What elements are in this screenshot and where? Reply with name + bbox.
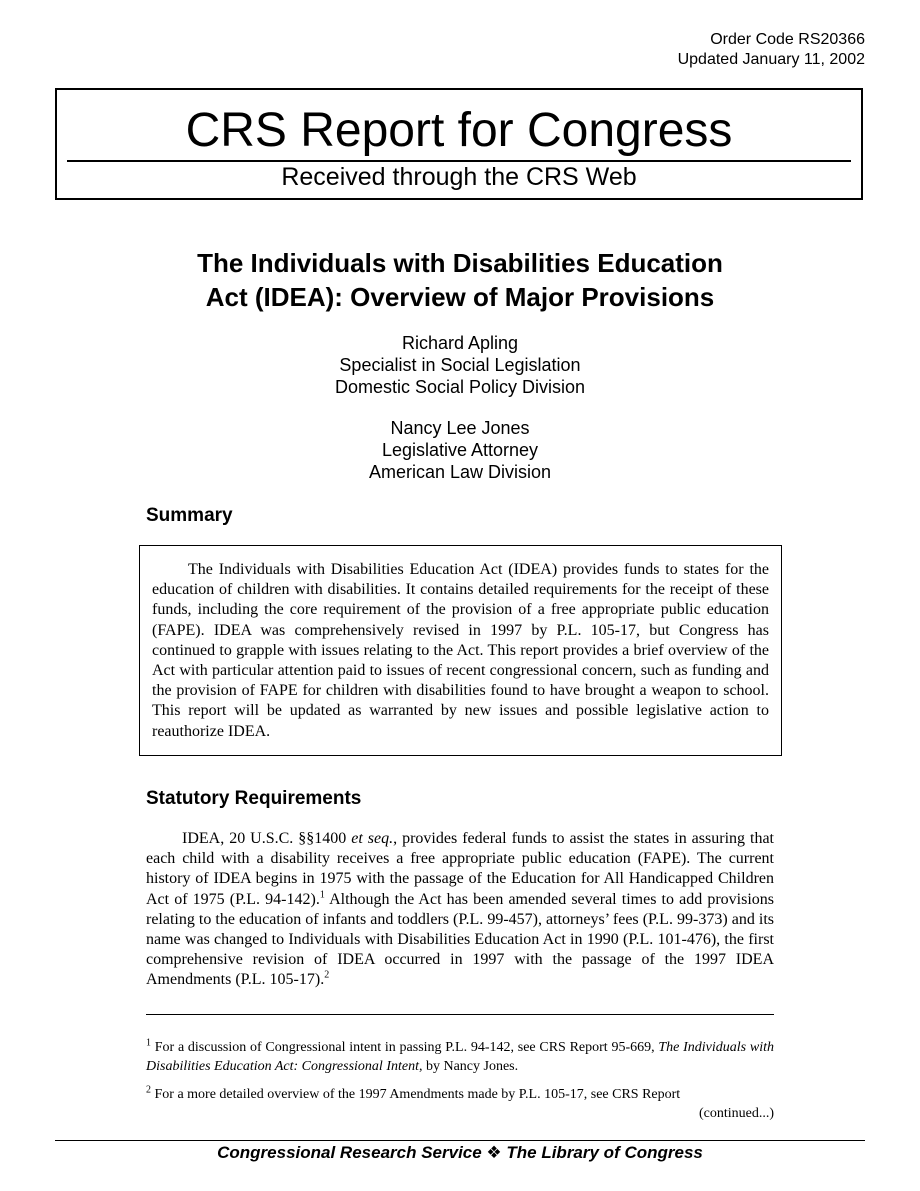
author-division: Domestic Social Policy Division (334, 377, 586, 397)
author-block-2 (160, 417, 760, 483)
footnote-number: 1 (146, 1037, 151, 1049)
title-line-2: Act (IDEA): Overview of Major Provisions (205, 282, 715, 312)
footnote-divider (146, 1014, 774, 1015)
author-division: American Law Division (368, 462, 552, 482)
title-line-1: The Individuals with Disabilities Education (197, 248, 723, 278)
order-code: Order Code RS20366 (710, 31, 865, 48)
footnote-1 (146, 1038, 774, 1076)
banner-title: CRS Report for Congress (185, 104, 733, 157)
text-run: , provides federal funds to assist the states in assuring that each child with a disability receives a free appropriate public education (FAPE). The current history of IDEA begins in 1975 with the passage of the Education for All Handicapped Children Act of 1975 (P.L. 94-142). (146, 830, 774, 908)
statutory-heading: Statutory Requirements (146, 788, 362, 809)
author-name: Nancy Lee Jones (390, 418, 530, 438)
footnote-number: 2 (146, 1084, 151, 1096)
author-name: Richard Apling (401, 333, 519, 353)
updated-date: Updated January 11, 2002 (677, 51, 865, 68)
footnote-2 (146, 1085, 774, 1104)
text-run: Although the Act has been amended several times to add provisions relating to the education of infants and toddlers (P.L. 99-457), attorneys’ fees (P.L. 99-373) and its name was changed to Individuals with Disabilities Education Act in 1990 (P.L. 101-476), the first comprehensive revision of IDEA occurred in 1997 with the passage of the 1997 IDEA Amendments (P.L. 105-17). (146, 890, 775, 989)
footnote-ref-1[interactable]: 1 (319, 889, 325, 901)
statutory-paragraph (146, 829, 774, 991)
italic-run: The Individuals with Disabilities Education Act: Congressional Intent (146, 1040, 774, 1074)
report-banner (55, 88, 863, 200)
order-code-block (678, 30, 865, 70)
page-footer: Congressional Research Service ❖ The Library of Congress (217, 1143, 703, 1162)
author-position: Legislative Attorney (381, 440, 539, 460)
footnote-ref-2[interactable]: 2 (324, 970, 330, 982)
text-run: , by Nancy Jones. (418, 1059, 519, 1074)
author-block-1 (160, 332, 760, 398)
document-title (100, 246, 820, 314)
text-run: IDEA, 20 U.S.C. §§1400 (182, 830, 352, 847)
footnote-continued: (continued...) (698, 1106, 774, 1121)
author-position: Specialist in Social Legislation (339, 355, 581, 375)
banner-subtitle: Received through the CRS Web (281, 163, 637, 191)
italic-run: et seq. (351, 830, 394, 847)
summary-text: The Individuals with Disabilities Education Act (IDEA) provides funds to states for the education of children with disabilities. It contains detailed requirements for the receipt of these funds, including the core requirement of the provision of a free appropriate public education (FAPE). IDEA was comprehensively revised in 1997 by P.L. 105-17, but Congress has continued to grapple with issues relating to the Act. This report provides a brief overview of the Act with particular attention paid to issues of recent congressional concern, such as funding and the provision of FAPE for children with disabilities found to have brought a weapon to school. This report will be updated as warranted by new issues and possible legislative action to reauthorize IDEA. (152, 561, 769, 740)
summary-box (139, 545, 782, 756)
text-run: For a more detailed overview of the 1997 Amendments made by P.L. 105-17, see CRS Report (151, 1087, 681, 1102)
footer-divider (55, 1140, 865, 1141)
summary-heading: Summary (146, 505, 233, 526)
text-run: For a discussion of Congressional intent in passing P.L. 94-142, see CRS Report 95-669, (151, 1040, 659, 1055)
